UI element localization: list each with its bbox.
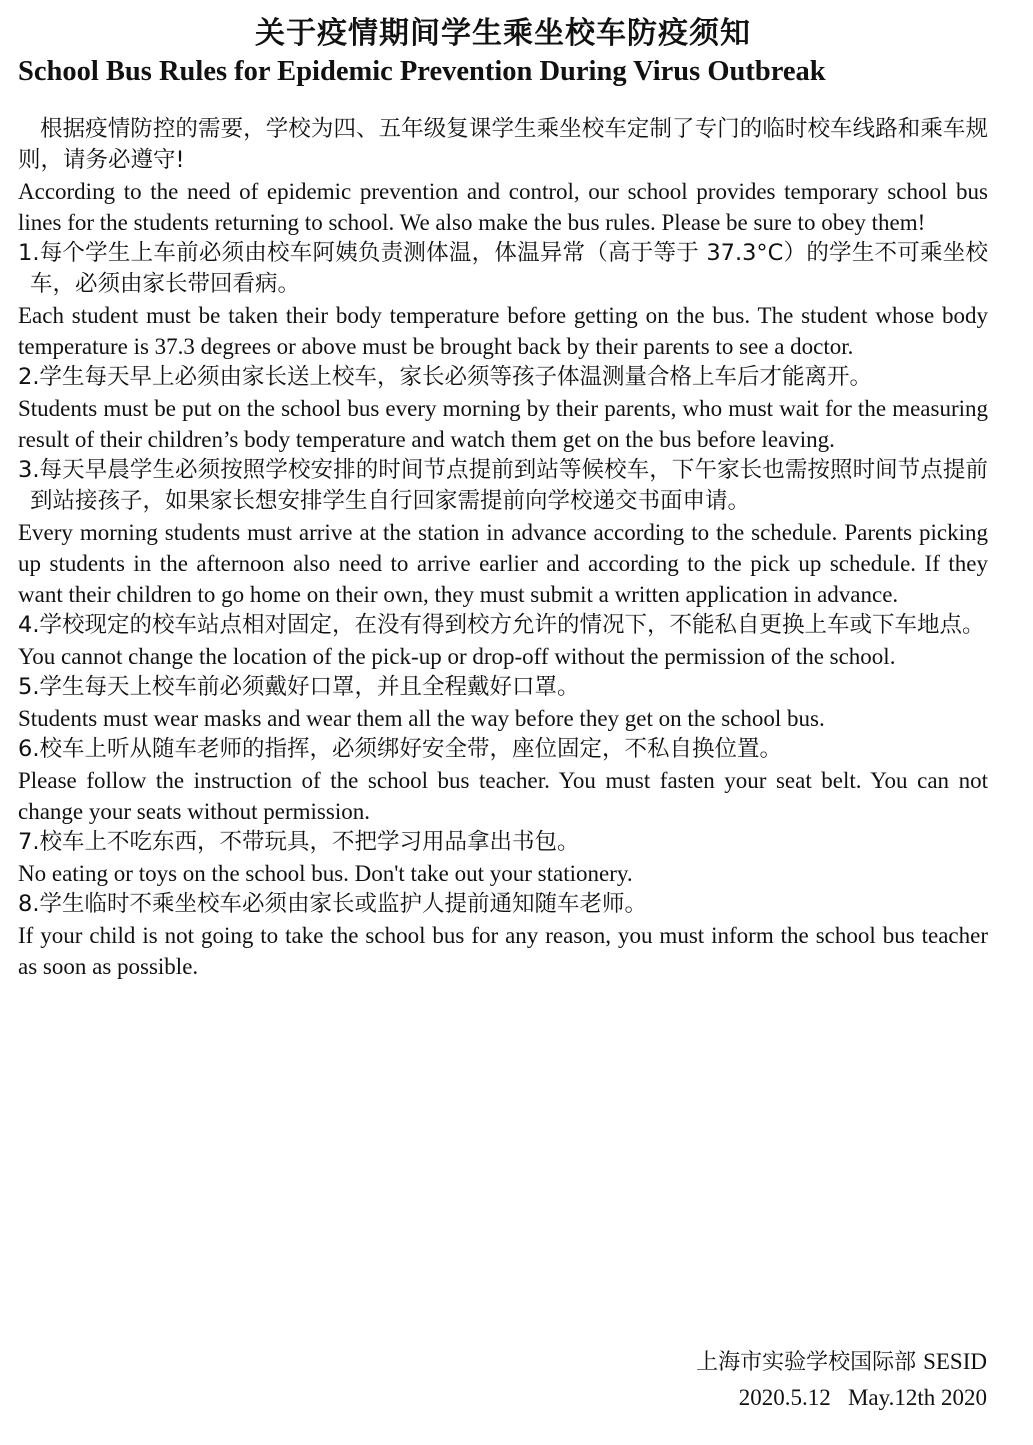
rule-1-english: Each student must be taken their body temperature before getting on the bus. The student whose body temperature is 37.3 degrees or above must be brought back by their parents to see a doctor. — [18, 303, 988, 359]
rule-5-english: Students must wear masks and wear them all the way before they get on the school bus. — [18, 706, 825, 731]
organization-chinese: 上海市实验学校国际部 — [696, 1350, 917, 1375]
intro-chinese: 根据疫情防控的需要，学校为四、五年级复课学生乘坐校车定制了专门的临时校车线路和乘车规则，请务必遵守! — [18, 116, 988, 173]
rule-1-chinese: 1.每个学生上车前必须由校车阿姨负责测体温，体温异常（高于等于 37.3°C）的学生不可乘坐校车，必须由家长带回看病。 — [18, 240, 988, 297]
rule-5-chinese: 5.学生每天上校车前必须戴好口罩，并且全程戴好口罩。 — [18, 674, 580, 700]
rule-2-chinese: 2.学生每天早上必须由家长送上校车，家长必须等孩子体温测量合格上车后才能离开。 — [18, 364, 872, 390]
title-english: School Bus Rules for Epidemic Prevention During Virus Outbreak — [18, 56, 826, 87]
rule-8-chinese: 8.学生临时不乘坐校车必须由家长或监护人提前通知随车老师。 — [18, 891, 647, 917]
rule-4-english: You cannot change the location of the pick-up or drop-off without the permission of the school. — [18, 644, 896, 669]
rule-2-english: Students must be put on the school bus every morning by their parents, who must wait for the measuring result of their children’s body temperature and watch them get on the bus before leaving. — [18, 396, 988, 452]
rule-8-english: If your child is not going to take the school bus for any reason, you must inform the school bus teacher as soon as possible. — [18, 923, 988, 979]
rule-3-chinese: 3.每天早晨学生必须按照学校安排的时间节点提前到站等候校车，下午家长也需按照时间节点提前到站接孩子，如果家长想安排学生自行回家需提前向学校递交书面申请。 — [18, 457, 988, 514]
organization-english: SESID — [923, 1349, 987, 1374]
rule-3-english: Every morning students must arrive at the station in advance according to the schedule. Parents picking up students in the afternoon also need to arrive earlier and according to the pick up schedule. If they want their children to go home on their own, they must submit a written application in advance. — [18, 520, 988, 607]
title-chinese: 关于疫情期间学生乘坐校车防疫须知 — [255, 16, 751, 51]
rule-6-english: Please follow the instruction of the school bus teacher. You must fasten your seat belt. You can not change your seats without permission. — [18, 768, 988, 824]
rule-7-chinese: 7.校车上不吃东西，不带玩具，不把学习用品拿出书包。 — [18, 829, 580, 855]
intro-english: According to the need of epidemic prevention and control, our school provides temporary school bus lines for the students returning to school. We also make the bus rules. Please be sure to obey them! — [18, 179, 988, 235]
signature-block — [696, 1345, 987, 1416]
signature-date: 2020.5.12 May.12th 2020 — [738, 1385, 987, 1410]
rule-6-chinese: 6.校车上听从随车老师的指挥，必须绑好安全带，座位固定，不私自换位置。 — [18, 736, 782, 762]
rule-4-chinese: 4.学校现定的校车站点相对固定，在没有得到校方允许的情况下，不能私自更换上车或下车地点。 — [18, 612, 985, 638]
notice-document — [18, 14, 988, 982]
rule-7-english: No eating or toys on the school bus. Don't take out your stationery. — [18, 861, 633, 886]
signature-organization — [696, 1345, 987, 1380]
